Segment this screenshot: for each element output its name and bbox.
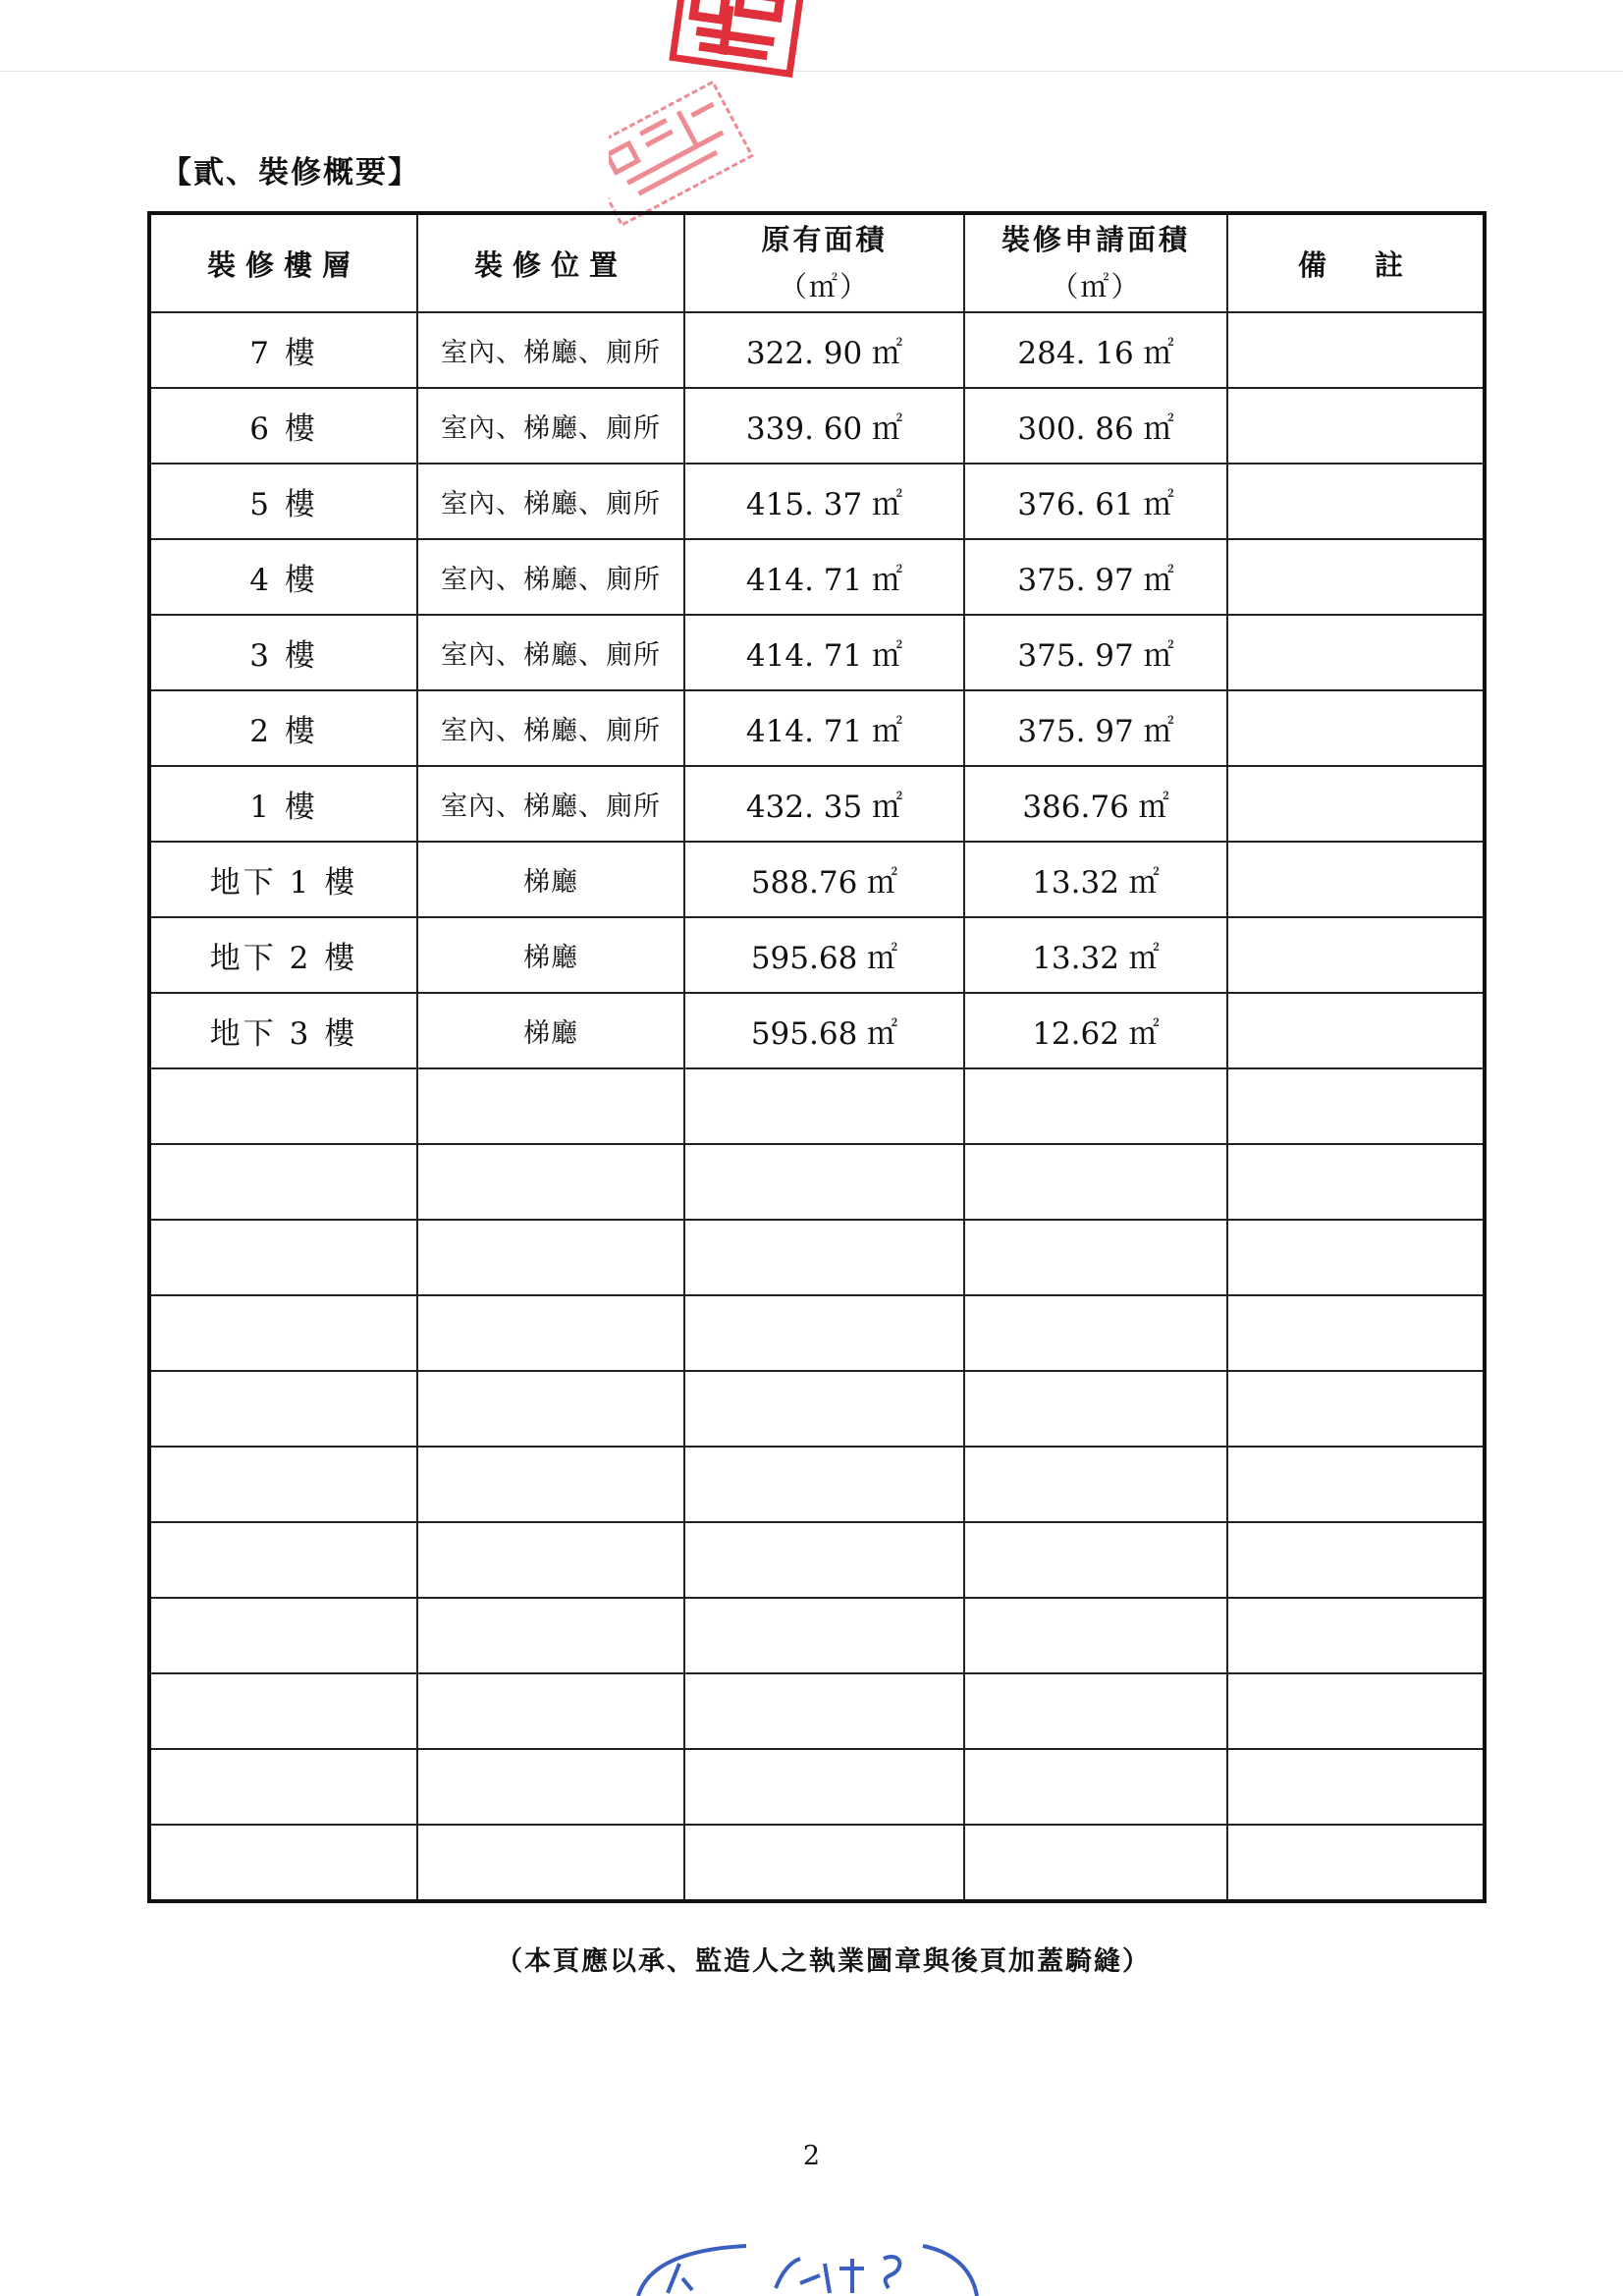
table-body: [149, 312, 1485, 1901]
table-row: [149, 690, 1485, 766]
cell-remarks: [1227, 464, 1485, 539]
cell-remarks: [1227, 388, 1485, 464]
cell-remarks: [1227, 1749, 1485, 1825]
cell-requested-area: 375. 97 ㎡: [964, 615, 1227, 690]
cell-requested-area: 13.32 ㎡: [964, 917, 1227, 993]
table-row: [149, 766, 1485, 842]
cell-original-area: 414. 71 ㎡: [684, 615, 964, 690]
cell-remarks: [1227, 615, 1485, 690]
cell-original-area: [684, 1371, 964, 1447]
cell-original-area: 595.68 ㎡: [684, 993, 964, 1068]
header-original-area: [684, 213, 964, 312]
cell-original-area: [684, 1068, 964, 1144]
header-original-area-label: 原有面積: [761, 223, 888, 256]
cell-position: [417, 1371, 684, 1447]
cell-original-area: [684, 1749, 964, 1825]
cell-floor: 2 樓: [149, 690, 417, 766]
cell-requested-area: 12.62 ㎡: [964, 993, 1227, 1068]
table-row-empty: [149, 1673, 1485, 1749]
cell-requested-area: [964, 1295, 1227, 1371]
cell-position: 梯廳: [417, 993, 684, 1068]
cell-floor: [149, 1144, 417, 1220]
cell-position: 室內、梯廳、廁所: [417, 766, 684, 842]
cell-floor: 地下 3 樓: [149, 993, 417, 1068]
cell-floor: [149, 1371, 417, 1447]
cell-remarks: [1227, 1144, 1485, 1220]
table-header-row: [149, 213, 1485, 312]
cell-original-area: [684, 1522, 964, 1598]
table-row-empty: [149, 1522, 1485, 1598]
header-requested-area-label: 裝修申請面積: [1001, 223, 1190, 256]
cell-floor: [149, 1447, 417, 1522]
cell-remarks: [1227, 766, 1485, 842]
cell-original-area: 322. 90 ㎡: [684, 312, 964, 388]
cell-original-area: 339. 60 ㎡: [684, 388, 964, 464]
cell-remarks: [1227, 1825, 1485, 1901]
cell-original-area: 595.68 ㎡: [684, 917, 964, 993]
cell-original-area: 415. 37 ㎡: [684, 464, 964, 539]
header-requested-area-unit: （㎡）: [1050, 270, 1142, 303]
table-row-empty: [149, 1598, 1485, 1673]
table-row: [149, 388, 1485, 464]
cell-remarks: [1227, 993, 1485, 1068]
cell-position: [417, 1522, 684, 1598]
cell-original-area: [684, 1673, 964, 1749]
cell-position: [417, 1447, 684, 1522]
table-row: [149, 539, 1485, 615]
cell-original-area: 414. 71 ㎡: [684, 690, 964, 766]
cell-position: 梯廳: [417, 917, 684, 993]
cell-position: [417, 1295, 684, 1371]
cell-remarks: [1227, 690, 1485, 766]
cell-requested-area: 300. 86 ㎡: [964, 388, 1227, 464]
cell-remarks: [1227, 1220, 1485, 1295]
table-row-empty: [149, 1825, 1485, 1901]
cell-original-area: [684, 1598, 964, 1673]
cell-remarks: [1227, 1295, 1485, 1371]
table-row: [149, 615, 1485, 690]
cell-requested-area: 375. 97 ㎡: [964, 539, 1227, 615]
cell-floor: [149, 1598, 417, 1673]
cell-floor: 4 樓: [149, 539, 417, 615]
cell-requested-area: [964, 1068, 1227, 1144]
table-row: [149, 993, 1485, 1068]
cell-floor: 1 樓: [149, 766, 417, 842]
cell-requested-area: [964, 1220, 1227, 1295]
cell-position: 室內、梯廳、廁所: [417, 312, 684, 388]
cell-position: [417, 1598, 684, 1673]
cell-original-area: 432. 35 ㎡: [684, 766, 964, 842]
cell-remarks: [1227, 842, 1485, 917]
cell-remarks: [1227, 1068, 1485, 1144]
cell-requested-area: 375. 97 ㎡: [964, 690, 1227, 766]
cell-original-area: 414. 71 ㎡: [684, 539, 964, 615]
cell-floor: [149, 1825, 417, 1901]
cell-requested-area: [964, 1447, 1227, 1522]
blue-seal-stamp: [628, 2244, 982, 2296]
cell-floor: [149, 1220, 417, 1295]
cell-remarks: [1227, 1522, 1485, 1598]
cell-position: 室內、梯廳、廁所: [417, 690, 684, 766]
cell-original-area: 588.76 ㎡: [684, 842, 964, 917]
cell-floor: [149, 1068, 417, 1144]
table-row-empty: [149, 1749, 1485, 1825]
cell-requested-area: [964, 1673, 1227, 1749]
cell-requested-area: [964, 1825, 1227, 1901]
cell-floor: 7 樓: [149, 312, 417, 388]
header-floor: 裝修樓層: [149, 213, 417, 312]
cell-remarks: [1227, 312, 1485, 388]
cell-floor: [149, 1522, 417, 1598]
cell-position: 梯廳: [417, 842, 684, 917]
cell-requested-area: [964, 1598, 1227, 1673]
table-row-empty: [149, 1295, 1485, 1371]
header-position: 裝修位置: [417, 213, 684, 312]
table-row: [149, 312, 1485, 388]
cell-requested-area: [964, 1144, 1227, 1220]
cell-position: 室內、梯廳、廁所: [417, 388, 684, 464]
cell-remarks: [1227, 1673, 1485, 1749]
cell-original-area: [684, 1295, 964, 1371]
cell-position: [417, 1749, 684, 1825]
cell-original-area: [684, 1220, 964, 1295]
cell-requested-area: 386.76 ㎡: [964, 766, 1227, 842]
cell-floor: 地下 1 樓: [149, 842, 417, 917]
table-row-empty: [149, 1068, 1485, 1144]
cell-requested-area: [964, 1522, 1227, 1598]
red-seal-stamp: [609, 0, 864, 236]
cell-remarks: [1227, 917, 1485, 993]
cell-position: [417, 1220, 684, 1295]
cell-remarks: [1227, 1447, 1485, 1522]
table-row: [149, 464, 1485, 539]
header-requested-area: [964, 213, 1227, 312]
table-row-empty: [149, 1447, 1485, 1522]
cell-position: [417, 1825, 684, 1901]
cell-requested-area: [964, 1749, 1227, 1825]
cell-requested-area: 284. 16 ㎡: [964, 312, 1227, 388]
cell-requested-area: 13.32 ㎡: [964, 842, 1227, 917]
cell-floor: 6 樓: [149, 388, 417, 464]
cell-position: [417, 1068, 684, 1144]
cell-remarks: [1227, 539, 1485, 615]
cell-floor: 3 樓: [149, 615, 417, 690]
cell-original-area: [684, 1144, 964, 1220]
cell-remarks: [1227, 1371, 1485, 1447]
cell-position: [417, 1144, 684, 1220]
cell-position: 室內、梯廳、廁所: [417, 464, 684, 539]
cell-position: 室內、梯廳、廁所: [417, 539, 684, 615]
cell-position: [417, 1673, 684, 1749]
footnote: （本頁應以承、監造人之執業圖章與後頁加蓋騎縫）: [496, 1946, 1151, 1977]
table-row-empty: [149, 1371, 1485, 1447]
cell-requested-area: 376. 61 ㎡: [964, 464, 1227, 539]
cell-floor: [149, 1749, 417, 1825]
cell-requested-area: [964, 1371, 1227, 1447]
header-original-area-unit: （㎡）: [778, 270, 870, 303]
cell-remarks: [1227, 1598, 1485, 1673]
cell-original-area: [684, 1447, 964, 1522]
table-row-empty: [149, 1144, 1485, 1220]
table-row-empty: [149, 1220, 1485, 1295]
cell-original-area: [684, 1825, 964, 1901]
page-number: 2: [802, 2141, 821, 2171]
section-title: 【貳、裝修概要】: [161, 155, 420, 191]
cell-position: 室內、梯廳、廁所: [417, 615, 684, 690]
table-row: [149, 842, 1485, 917]
cell-floor: [149, 1673, 417, 1749]
cell-floor: 5 樓: [149, 464, 417, 539]
renovation-summary-table: [147, 211, 1487, 1903]
table-row: [149, 917, 1485, 993]
cell-floor: 地下 2 樓: [149, 917, 417, 993]
cell-floor: [149, 1295, 417, 1371]
header-remarks: 備 註: [1227, 213, 1485, 312]
